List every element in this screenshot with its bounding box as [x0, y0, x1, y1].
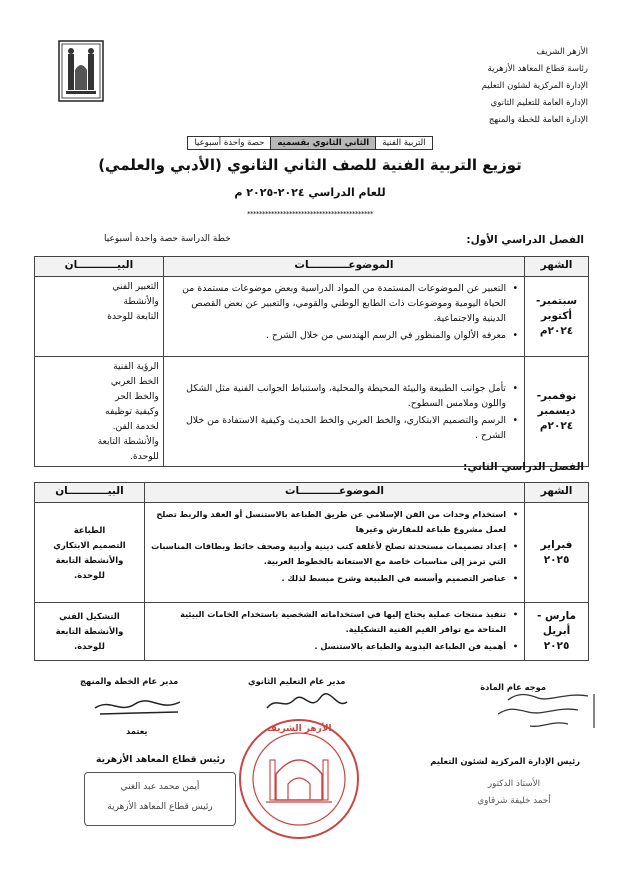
month-line: فبراير	[540, 538, 573, 551]
note-line: والأنشطة التابعة	[55, 626, 124, 636]
topic-item: • إعداد تصميمات مستحدثة تصلح لأغلفة كتب دينية وأدبية وصحف حائط وبطاقات المناسبات التي ترمز إلى مناسبات خاصة مع الاستعانة بالخطوط العربية.	[149, 539, 506, 569]
stamp-line: رئيس قطاع المعاهد الأزهرية	[107, 802, 213, 812]
inspector-signature	[448, 688, 598, 738]
secondary-director-signature	[262, 688, 352, 718]
month-line: مارس -	[537, 610, 577, 622]
secondary-director-title: مدير عام التعليم الثانوي	[248, 676, 346, 686]
topic-item: • أهمية فن الطباعة اليدوية والطباعة بالاستنسل .	[149, 639, 506, 654]
topic-item: • استخدام وحدات من الفن الإسلامي عن طريق الطباعة بالاستنسل أو العقد والربط تصلح لعمل مشروع طباعة للمفارش وغيرها	[149, 507, 506, 537]
topics-header: الموضوعـــــــــــات	[163, 257, 524, 277]
semester2-heading: الفصل الدراسي الثاني:	[463, 461, 584, 473]
header-line: الأزهر الشريف	[536, 47, 588, 57]
month-line: نوفمبر-	[536, 390, 577, 402]
subject-tag: التربية الفنية	[376, 137, 432, 150]
note-line: التشكيل الفني	[59, 611, 120, 621]
plan-director-title: مدير عام الخطة والمنهج	[80, 676, 179, 686]
table-row	[35, 603, 589, 661]
month-line: ٢٠٢٤م	[539, 420, 574, 432]
table-row	[35, 503, 589, 603]
month-cell	[525, 357, 589, 467]
subject-tags	[0, 136, 620, 150]
document-title: توزيع التربية الفنية للصف الثاني الثانوي (الأدبي والعلمي)	[98, 156, 522, 174]
note-line: والأنشطة التابعة	[97, 436, 159, 447]
month-cell	[525, 277, 589, 357]
header-line: الإدارة العامة للخطة والمنهج	[488, 115, 588, 125]
month-line: ٢٠٢٥	[543, 553, 570, 566]
topics-cell	[163, 277, 524, 357]
month-line: ٢٠٢٤م	[539, 325, 574, 337]
stamp-line: أيمن محمد عبد الغني	[120, 782, 200, 792]
header-block	[398, 44, 588, 129]
note-line: التابعة للوحدة	[107, 311, 159, 322]
plan-note: خطة الدراسة حصة واحدة أسبوعيا	[104, 234, 231, 244]
note-line: والأنشطة التابعة	[55, 554, 124, 565]
month-header: الشهر	[525, 483, 589, 503]
table-row	[35, 357, 589, 467]
sector-head-stamp	[84, 772, 236, 826]
month-cell	[525, 603, 589, 661]
inspector-title: موجه عام المادة	[480, 682, 546, 692]
topics-cell	[144, 503, 524, 603]
central-head-title: رئيس الإدارة المركزية لشئون التعليم	[430, 756, 580, 766]
month-cell	[525, 503, 589, 603]
central-head-stamp	[444, 776, 584, 810]
notes-cell	[35, 277, 164, 357]
notes-header: البيـــــــــــان	[35, 483, 145, 503]
note-line: الرؤية الفنية	[113, 361, 159, 372]
month-line: ٢٠٢٥	[543, 640, 570, 652]
month-line: أبريل	[542, 625, 571, 637]
note-line: الطباعة	[73, 524, 106, 535]
topic-item: • تأمل جوانب الطبيعة والبيئة المحيطة والمحلية، واستنباط الجوانب الفنية مثل الشكل واللون وملامس السطوح.	[168, 381, 506, 411]
note-line: للوحدة.	[74, 641, 105, 651]
al-azhar-logo	[58, 40, 104, 102]
note-line: وكيفية توظيفه	[105, 406, 159, 417]
topic-item: • تنفيذ منتجات عملية يحتاج إليها في استخداماته الشخصية باستخدام الخامات البيئية المتاحة مع توافر القيم الفنية التشكيلية.	[149, 607, 506, 637]
topic-item: • الرسم والتصميم الابتكاري، والخط العربي والخط الحديث وكيفية الاستفادة من خلال الشرح .	[168, 413, 506, 443]
month-line: سبتمبر-	[535, 295, 578, 307]
month-line: ديسمبر	[537, 405, 576, 417]
stamp-line: الأستاذ الدكتور	[487, 779, 541, 789]
stars-divider: ******************************************	[247, 210, 373, 218]
note-line: لخدمة الفن.	[112, 421, 159, 432]
note-line: والخط الحر	[115, 391, 159, 402]
topic-item: • عناصر التصميم وأسسه في الطبيعة وشرح مبسط لذلك .	[149, 571, 506, 586]
note-line: التعبير الفني	[112, 281, 159, 292]
header-line: رئاسة قطاع المعاهد الأزهرية	[487, 64, 588, 74]
grade-tag: الثاني الثانوي بقسميه	[271, 137, 376, 150]
official-seal	[236, 716, 362, 842]
month-line: أكتوبر	[540, 310, 573, 322]
plan-director-signature	[90, 694, 185, 720]
notes-cell	[35, 603, 145, 661]
topics-header: الموضوعـــــــــــات	[144, 483, 524, 503]
topics-cell	[144, 603, 524, 661]
topic-item: • التعبير عن الموضوعات المستمدة من المواد الدراسية وبعض موضوعات مستمدة من الحياة اليومية وموضوعات ذات الطابع الوطني والقومي، والتعبير عن بعض القصص الدينية والاجتماعية.	[168, 281, 506, 326]
approve-label: يعتمد	[126, 726, 148, 736]
notes-cell	[35, 503, 145, 603]
month-header: الشهر	[525, 257, 589, 277]
semester1-heading: الفصل الدراسي الأول:	[466, 234, 584, 246]
note-line: التصميم الابتكاري	[53, 539, 126, 550]
notes-cell	[35, 357, 164, 467]
topic-item: • معرفه الألوان والمنظور في الرسم الهندسي من خلال الشرح .	[168, 328, 506, 343]
semester1-table	[34, 256, 589, 467]
header-line: الإدارة العامة للتعليم الثانوي	[490, 98, 588, 108]
academic-year: للعام الدراسي ٢٠٢٤-٢٠٢٥ م	[234, 186, 386, 199]
semester2-table	[34, 482, 589, 661]
notes-header: البيـــــــــــان	[35, 257, 164, 277]
note-line: الخط العربي	[110, 376, 159, 387]
stamp-line: أحمد خليفة شرقاوي	[477, 796, 551, 806]
header-line: الإدارة المركزية لشئون التعليم	[481, 81, 588, 91]
note-line: للوحدة.	[74, 569, 105, 580]
table-row	[35, 277, 589, 357]
sector-head-title: رئيس قطاع المعاهد الأزهرية	[96, 754, 226, 765]
periods-tag: حصة واحدة أسبوعيا	[188, 137, 271, 150]
seal-text: الأزهر الشريف	[266, 724, 332, 734]
topics-cell	[163, 357, 524, 467]
note-line: للوحدة.	[130, 451, 159, 462]
note-line: والأنشطة	[123, 296, 159, 307]
